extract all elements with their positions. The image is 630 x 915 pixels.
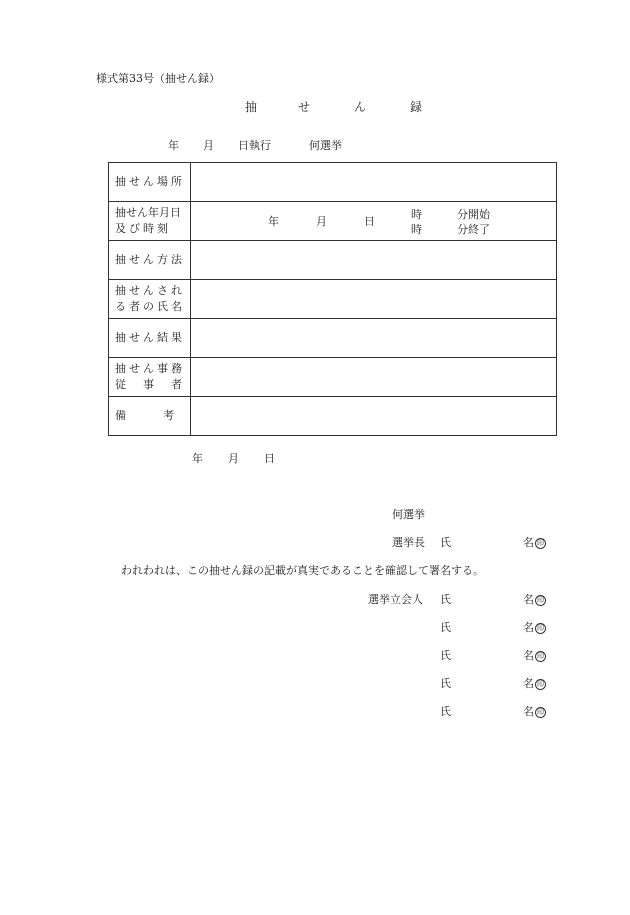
label-datetime [109, 202, 191, 241]
seal-icon: 印 [537, 708, 544, 716]
label-text: 抽せん結果 [115, 331, 185, 344]
label-text: る者の氏名 [115, 300, 185, 313]
exec-year: 年 [168, 139, 179, 152]
dt-end: 分終了 [457, 223, 490, 236]
label-text: 抽せん年月日 [115, 206, 181, 219]
form-number: 様式第33号（抽せん録） [96, 72, 220, 85]
label-place [109, 163, 191, 202]
label-text: 抽せん場所 [115, 175, 185, 188]
witness-5-seal: 名 印 [523, 705, 544, 718]
row-place [109, 163, 557, 202]
chair-seal: 名 印 [523, 536, 544, 549]
witness-5-shi: 氏 [440, 705, 451, 718]
dt-month: 月 [316, 215, 327, 228]
label-text: 抽せんされ [115, 284, 185, 297]
exec-month: 月 [203, 139, 214, 152]
exec-day: 日執行 [238, 139, 271, 152]
bottom-year: 年 [192, 452, 203, 465]
label-text: 抽せん事務 [115, 362, 185, 375]
lottery-record-table [108, 162, 557, 436]
chair-shi: 氏 [440, 536, 451, 549]
title-char-2: せ [298, 100, 311, 114]
value-place[interactable] [191, 163, 557, 202]
label-method [109, 241, 191, 280]
witness-1-seal: 名 印 [523, 593, 544, 606]
label-text: 従 事 者 [115, 378, 185, 391]
confirmation-statement: われわれは、この抽せん録の記載が真実であることを確認して署名する。 [121, 564, 484, 577]
seal-icon: 印 [537, 680, 544, 688]
label-text: 及び時刻 [115, 222, 171, 235]
witness-4-seal: 名 印 [523, 677, 544, 690]
row-method [109, 241, 557, 280]
row-result [109, 319, 557, 358]
label-names [109, 280, 191, 319]
title-char-4: 録 [410, 100, 423, 114]
witness-2-shi: 氏 [440, 621, 451, 634]
row-remarks [109, 397, 557, 436]
value-staff[interactable] [191, 358, 557, 397]
chair-title: 選挙長 [392, 536, 425, 549]
witness-3-seal: 名 印 [523, 649, 544, 662]
dt-start: 分開始 [457, 208, 490, 221]
witness-4-shi: 氏 [440, 677, 451, 690]
row-names [109, 280, 557, 319]
bottom-month: 月 [228, 452, 239, 465]
label-result [109, 319, 191, 358]
bottom-day: 日 [264, 452, 275, 465]
value-result[interactable] [191, 319, 557, 358]
dt-year: 年 [268, 215, 279, 228]
sig-election: 何選挙 [392, 508, 425, 521]
witness-3-shi: 氏 [440, 649, 451, 662]
witness-2-seal: 名 印 [523, 621, 544, 634]
value-datetime[interactable] [191, 202, 557, 241]
witness-title: 選挙立会人 [368, 593, 423, 606]
seal-icon: 印 [537, 624, 544, 632]
dt-hour-end: 時 [411, 223, 422, 236]
exec-election: 何選挙 [309, 139, 342, 152]
label-text: 備 考 [115, 409, 175, 422]
row-datetime [109, 202, 557, 241]
row-staff [109, 358, 557, 397]
seal-icon: 印 [537, 596, 544, 604]
value-remarks[interactable] [191, 397, 557, 436]
dt-hour-start: 時 [411, 208, 422, 221]
title-char-1: 抽 [245, 100, 258, 114]
label-remarks [109, 397, 191, 436]
seal-icon: 印 [537, 652, 544, 660]
dt-day: 日 [364, 215, 375, 228]
title-char-3: ん [354, 100, 367, 114]
label-staff [109, 358, 191, 397]
witness-1-shi: 氏 [440, 593, 451, 606]
seal-icon: 印 [537, 539, 544, 547]
value-method[interactable] [191, 241, 557, 280]
value-names[interactable] [191, 280, 557, 319]
label-text: 抽せん方法 [115, 253, 185, 266]
